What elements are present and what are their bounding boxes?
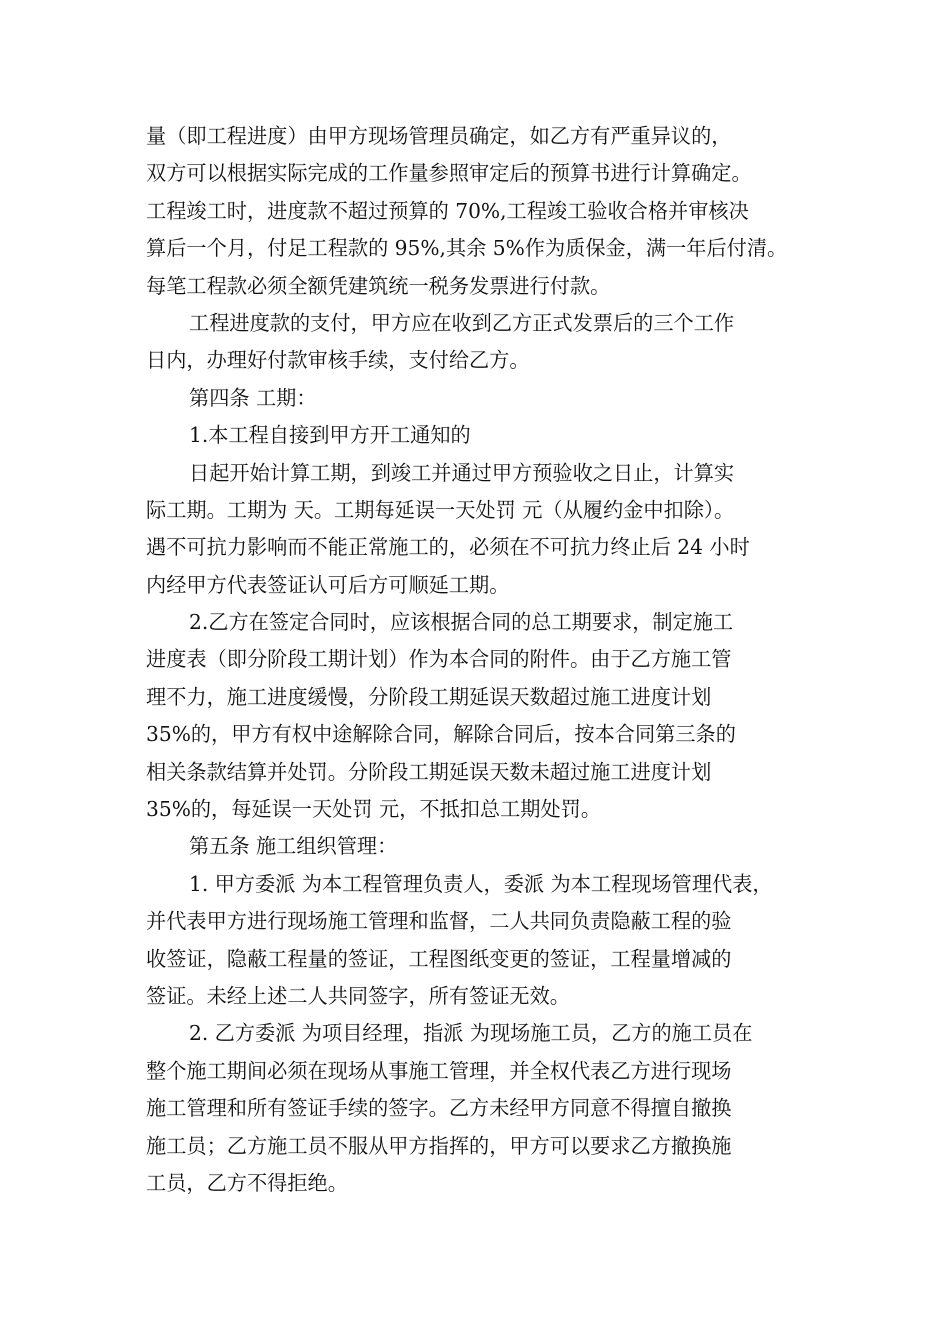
paragraph-article-4-item-2 (146, 604, 826, 828)
text-line: 签证。未经上述二人共同签字，所有签证无效。 (146, 983, 570, 1008)
text-line: 工程进度款的支付，甲方应在收到乙方正式发票后的三个工作 (189, 310, 735, 335)
text-line: 日内，办理好付款审核手续，支付给乙方。 (146, 348, 530, 373)
text-line: 理不力，施工进度缓慢，分阶段工期延误天数超过施工进度计划 (146, 684, 712, 709)
paragraph-article-5-item-2 (146, 1015, 826, 1202)
text-line: 1.本工程自接到甲方开工通知的 (189, 423, 471, 448)
text-line: 施工员；乙方施工员不服从甲方指挥的，甲方可以要求乙方撤换施 (146, 1133, 732, 1158)
paragraph-article-5-item-1 (146, 866, 826, 1016)
text-line: 整个施工期间必须在现场从事施工管理，并全权代表乙方进行现场 (146, 1058, 732, 1083)
document-body (146, 118, 826, 1202)
text-line: 2. 乙方委派 为项目经理，指派 为现场施工员，乙方的施工员在 (189, 1021, 753, 1046)
article-5-heading (146, 828, 826, 865)
article-4-heading (146, 380, 826, 417)
text-line: 1. 甲方委派 为本工程管理负责人，委派 为本工程现场管理代表， (189, 871, 773, 896)
paragraph-payment-terms (146, 118, 826, 305)
text-line: 算后一个月，付足工程款的 95%,其余 5%作为质保金，满一年后付清。 (146, 236, 788, 261)
text-line: 双方可以根据实际完成的工作量参照审定后的预算书进行计算确定。 (146, 161, 752, 186)
paragraph-article-4-item-1 (146, 417, 826, 454)
text-line: 内经甲方代表签证认可后方可顺延工期。 (146, 572, 510, 597)
text-line: 收签证，隐蔽工程量的签证，工程图纸变更的签证，工程量增减的 (146, 946, 732, 971)
text-line: 第五条 施工组织管理： (189, 834, 398, 859)
text-line: 工员，乙方不得拒绝。 (146, 1170, 348, 1195)
text-line: 2.乙方在签定合同时，应该根据合同的总工期要求，制定施工 (189, 610, 734, 635)
text-line: 第四条 工期： (189, 385, 317, 410)
text-line: 际工期。工期为 天。工期每延误一天处罚 元（从履约金中扣除）。 (146, 497, 735, 522)
paragraph-progress-payment (146, 305, 826, 380)
text-line: 35%的，甲方有权中途解除合同，解除合同后，按本合同第三条的 (146, 722, 736, 747)
paragraph-construction-period (146, 455, 826, 605)
text-line: 日起开始计算工期，到竣工并通过甲方预验收之日止，计算实 (189, 460, 735, 485)
text-line: 并代表甲方进行现场施工管理和监督，二人共同负责隐蔽工程的验 (146, 909, 732, 934)
text-line: 每笔工程款必须全额凭建筑统一税务发票进行付款。 (146, 273, 611, 298)
text-line: 量（即工程进度）由甲方现场管理员确定，如乙方有严重异议的， (146, 124, 732, 148)
text-line: 施工管理和所有签证手续的签字。乙方未经甲方同意不得擅自撤换 (146, 1096, 732, 1121)
text-line: 35%的，每延误一天处罚 元，不抵扣总工期处罚。 (146, 797, 602, 822)
text-line: 相关条款结算并处罚。分阶段工期延误天数未超过施工进度计划 (146, 759, 712, 784)
text-line: 进度表（即分阶段工期计划）作为本合同的附件。由于乙方施工管 (146, 647, 732, 672)
text-line: 遇不可抗力影响而不能正常施工的，必须在不可抗力终止后 24 小时 (146, 535, 750, 560)
text-line: 工程竣工时，进度款不超过预算的 70%,工程竣工验收合格并审核决 (146, 198, 749, 223)
